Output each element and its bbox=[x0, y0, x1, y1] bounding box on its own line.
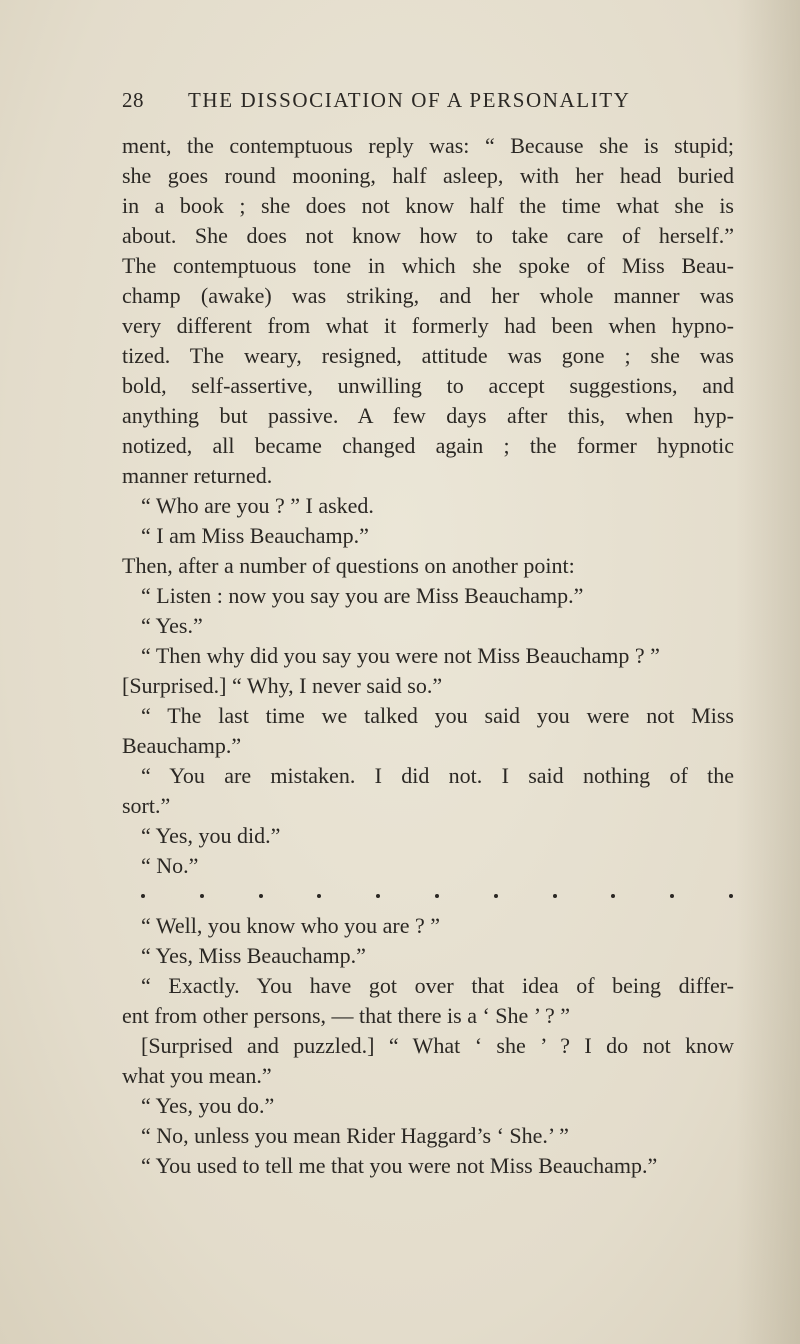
text-line: Beauchamp.” bbox=[122, 733, 242, 758]
separator-dot bbox=[317, 894, 321, 898]
separator-dot bbox=[729, 894, 733, 898]
text-line: “ Then why did you say you were not Miss Beauchamp ? ” bbox=[141, 643, 660, 668]
text-line: “ The last time we talked you said you were not Miss bbox=[141, 703, 734, 728]
separator-dot bbox=[435, 894, 439, 898]
separator-dot bbox=[611, 894, 615, 898]
text-line: [Surprised.] “ Why, I never said so.” bbox=[122, 673, 443, 698]
separator-dot bbox=[670, 894, 674, 898]
text-line: [Surprised and puzzled.] “ What ‘ she ’ ? I do not know bbox=[141, 1033, 734, 1058]
page-number: 28 bbox=[122, 88, 144, 112]
text-line: Then, after a number of questions on another point: bbox=[122, 553, 575, 578]
text-line: The contemptuous tone in which she spoke of Miss Beau- bbox=[122, 253, 734, 278]
text-line: manner returned. bbox=[122, 463, 273, 488]
body-text bbox=[122, 131, 734, 1181]
separator-dot bbox=[259, 894, 263, 898]
text-line: sort.” bbox=[122, 793, 171, 818]
text-line: “ Yes, you do.” bbox=[141, 1093, 275, 1118]
running-head: THE DISSOCIATION OF A PERSONALITY bbox=[188, 88, 631, 112]
text-line: tized. The weary, resigned, attitude was gone ; she was bbox=[122, 343, 734, 368]
text-line: about. She does not know how to take care of herself.” bbox=[122, 223, 734, 248]
separator-dot bbox=[553, 894, 557, 898]
text-line: “ Listen : now you say you are Miss Beauchamp.” bbox=[141, 583, 584, 608]
text-line: very different from what it formerly had been when hypno- bbox=[122, 313, 734, 338]
text-line: what you mean.” bbox=[122, 1063, 272, 1088]
text-line: “ Yes, you did.” bbox=[141, 823, 281, 848]
separator-dot bbox=[200, 894, 204, 898]
text-line: “ Exactly. You have got over that idea of being differ- bbox=[141, 973, 734, 998]
separator-dot bbox=[494, 894, 498, 898]
text-line: notized, all became changed again ; the former hypnotic bbox=[122, 433, 734, 458]
text-line: champ (awake) was striking, and her whole manner was bbox=[122, 283, 734, 308]
text-line: in a book ; she does not know half the time what she is bbox=[122, 193, 734, 218]
text-line: “ No.” bbox=[141, 853, 199, 878]
text-line: bold, self-assertive, unwilling to accept suggestions, and bbox=[122, 373, 734, 398]
text-line: “ No, unless you mean Rider Haggard’s ‘ She.’ ” bbox=[141, 1123, 569, 1148]
text-line: “ I am Miss Beauchamp.” bbox=[141, 523, 369, 548]
text-line: “ Yes.” bbox=[141, 613, 203, 638]
text-line: ent from other persons, — that there is a ‘ She ’ ? ” bbox=[122, 1003, 571, 1028]
separator-dot bbox=[141, 894, 145, 898]
ellipsis-separator bbox=[141, 881, 733, 911]
text-line: ment, the contemptuous reply was: “ Because she is stupid; bbox=[122, 133, 734, 158]
text-line: “ Yes, Miss Beauchamp.” bbox=[141, 943, 366, 968]
text-line: she goes round mooning, half asleep, with her head buried bbox=[122, 163, 734, 188]
separator-dot bbox=[376, 894, 380, 898]
text-line: “ Well, you know who you are ? ” bbox=[141, 913, 441, 938]
text-line: “ Who are you ? ” I asked. bbox=[141, 493, 374, 518]
text-line: “ You are mistaken. I did not. I said nothing of the bbox=[141, 763, 734, 788]
page-header bbox=[122, 88, 732, 122]
text-line: anything but passive. A few days after this, when hyp- bbox=[122, 403, 734, 428]
text-line: “ You used to tell me that you were not Miss Beauchamp.” bbox=[141, 1153, 658, 1178]
